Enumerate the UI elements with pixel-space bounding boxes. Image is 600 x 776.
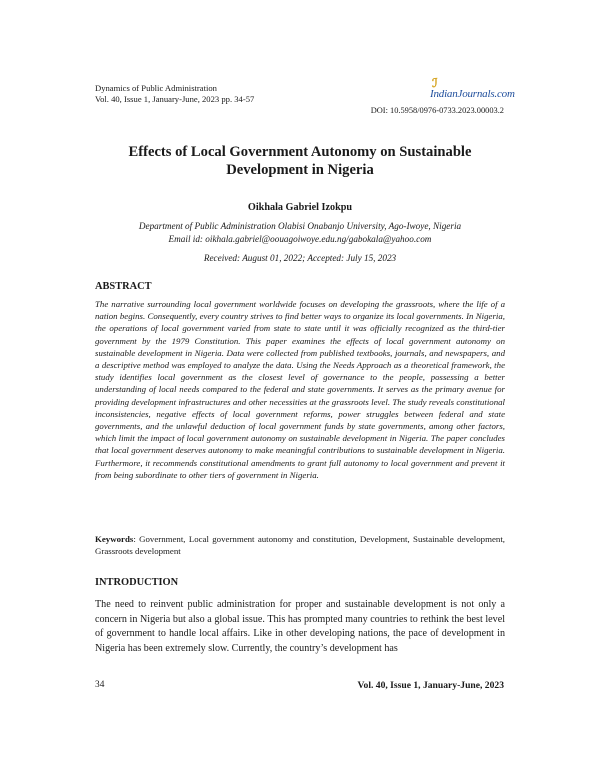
author-name: Oikhala Gabriel Izokpu: [247, 202, 353, 213]
affiliation: Department of Public Administration Olabisi Onabanjo University, Ago-Iwoye, Nigeria: [138, 221, 462, 231]
keywords-text: : Government, Local government autonomy and constitution, Development, Sustainable development, Grassroots development: [95, 534, 505, 557]
volume-line: Vol. 40, Issue 1, January-June, 2023 pp. 34-57: [95, 94, 255, 104]
logo-text: IndianJournals.com: [430, 88, 515, 100]
abstract-text: The narrative surrounding local government worldwide focuses on developing the grassroots, where the life of a nation begins. Consequently, every country strives to find better ways to organize its local governments. In Nigeria, the operations of local government varied from state to state until it was officially recognized as the third-tier government by the 1979 Constitution. This paper examines the effects of local government autonomy on sustainable development in Nigeria. Data were collected from published textbooks, journals, and newspapers, and a descriptive method was employed to analyze the data. Using the Needs Approach as a theoretical framework, the study identifies local government as the closest level of governance to the people, possessing a better understanding of local needs compared to the federal and state governments. It serves as the primary avenue for providing development infrastructures and other necessities at the grassroots level. The study reveals constitutional inconsistencies, negative effects of local government reforms, power struggles between federal and state governments, and the unlawful deduction of local government funds by state governments, among other factors, which limit the impact of local government autonomy on sustainable development in Nigeria. The paper concludes that local government deserves autonomy to make meaningful contributions to sustainable development in Nigeria. Furthermore, it recommends constitutional amendments to grant full autonomy to local government and prevent it from being subordinate to other tiers of government in Nigeria.: [95, 299, 505, 480]
introduction-heading: INTRODUCTION: [95, 577, 179, 588]
introduction-text: The need to reinvent public administration for proper and sustainable development is not only a concern in Nigeria but also a global issue. This has prompted many countries to rethink the best level of government to handle local affairs. Like in other developing nations, the pace of development in Nigeria has been extremely slow. Currently, the country’s development has: [95, 599, 505, 655]
publisher-logo: [430, 76, 515, 102]
doi: DOI: 10.5958/0976-0733.2023.00003.2: [370, 106, 504, 115]
page-number: 34: [95, 680, 105, 690]
title-line-2: Development in Nigeria: [226, 162, 374, 178]
journal-header: [95, 83, 254, 105]
logo-mark-icon: ℐ: [432, 76, 438, 90]
abstract-heading: ABSTRACT: [95, 281, 152, 292]
footer-issue: Vol. 40, Issue 1, January-June, 2023: [357, 680, 504, 691]
keywords-label: Keywords: [95, 534, 134, 544]
keywords: [95, 533, 505, 557]
author-affiliation: [95, 220, 505, 245]
received-dates: Received: August 01, 2022; Accepted: July 15, 2023: [203, 253, 397, 263]
title-line-1: Effects of Local Government Autonomy on Sustainable: [128, 144, 472, 160]
email: Email id: oikhala.gabriel@oouagoiwoye.edu.ng/gabokala@yahoo.com: [168, 233, 432, 244]
journal-name: Dynamics of Public Administration: [95, 83, 217, 93]
article-title: [95, 143, 505, 179]
